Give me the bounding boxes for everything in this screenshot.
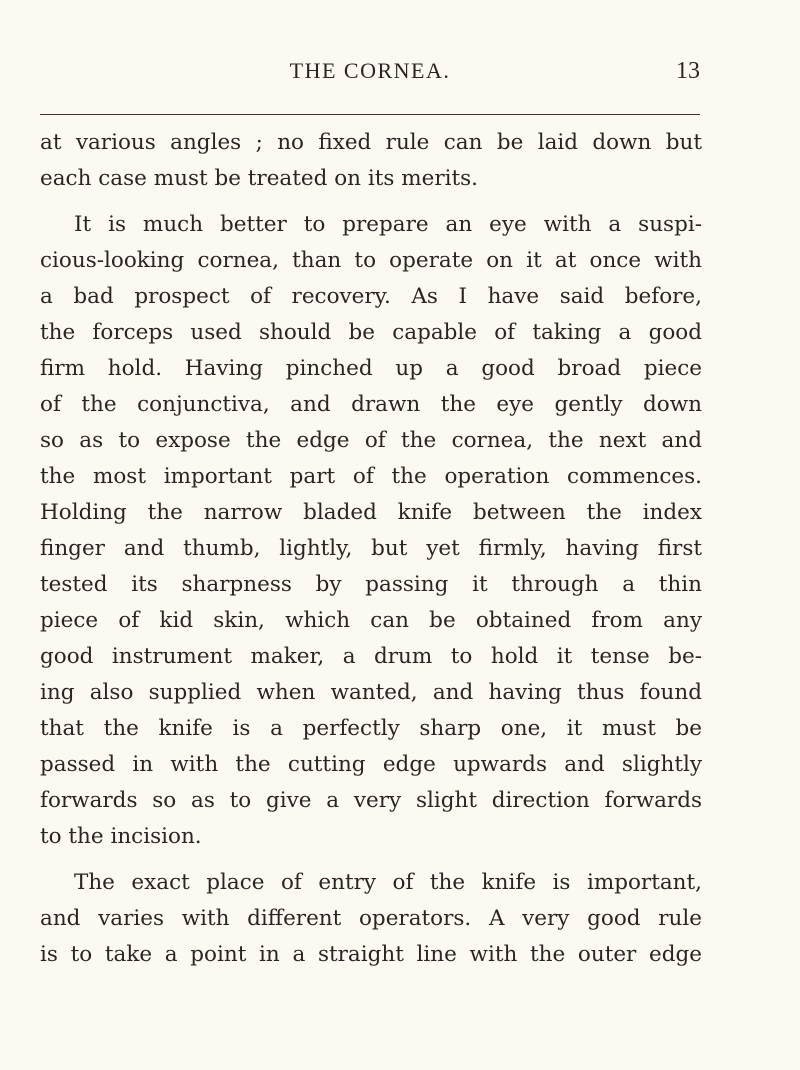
text-line: passed in with the cutting edge upwards and slightly xyxy=(40,752,702,777)
text-line: tested its sharpness by passing it through a thin xyxy=(40,572,702,597)
text-line: a bad prospect of recovery. As I have said before, xyxy=(40,284,702,309)
text-line: finger and thumb, lightly, but yet firmly, having first xyxy=(40,536,702,561)
text-line: The exact place of entry of the knife is important, xyxy=(74,870,702,895)
text-line: ing also supplied when wanted, and having thus found xyxy=(40,680,702,705)
text-line: so as to expose the edge of the cornea, the next and xyxy=(40,428,702,453)
text-line: piece of kid skin, which can be obtained from any xyxy=(40,608,702,633)
text-line: cious-looking cornea, than to operate on it at once with xyxy=(40,248,702,273)
text-line: of the conjunctiva, and drawn the eye gently down xyxy=(40,392,702,417)
text-line: Holding the narrow bladed knife between the index xyxy=(40,500,702,525)
text-line: each case must be treated on its merits. xyxy=(40,166,478,191)
text-line: forwards so as to give a very slight direction forwards xyxy=(40,788,702,813)
paragraph-3 xyxy=(40,865,702,973)
running-head xyxy=(40,58,700,94)
running-title: THE CORNEA. xyxy=(289,58,451,83)
text-line: firm hold. Having pinched up a good broad piece xyxy=(40,356,702,381)
text-line: the forceps used should be capable of taking a good xyxy=(40,320,702,345)
text-line: good instrument maker, a drum to hold it tense be- xyxy=(40,644,702,669)
text-line: and varies with different operators. A very good rule xyxy=(40,906,702,931)
page-number: 13 xyxy=(676,58,700,84)
body-text xyxy=(40,125,702,973)
text-line: It is much better to prepare an eye with a suspi- xyxy=(74,212,702,237)
paragraph-1 xyxy=(40,125,702,197)
text-line: that the knife is a perfectly sharp one, it must be xyxy=(40,716,702,741)
text-line: the most important part of the operation commences. xyxy=(40,464,702,489)
text-line: at various angles ; no fixed rule can be laid down but xyxy=(40,130,702,155)
text-line: is to take a point in a straight line with the outer edge xyxy=(40,942,702,967)
header-rule xyxy=(40,114,700,115)
paragraph-2 xyxy=(40,207,702,855)
text-line: to the incision. xyxy=(40,824,202,849)
